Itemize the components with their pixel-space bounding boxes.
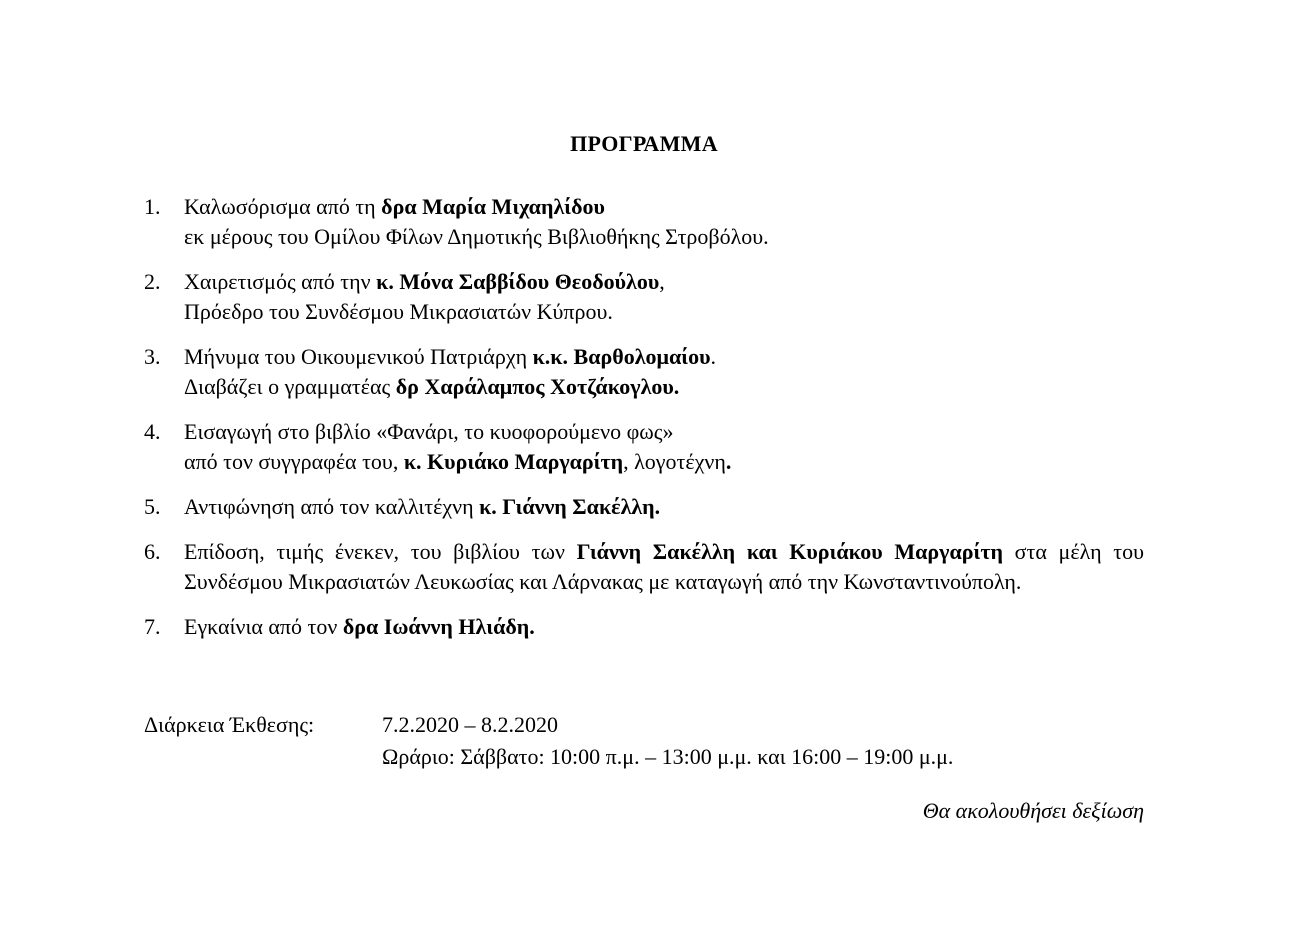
duration-dates: 7.2.2020 – 8.2.2020: [382, 712, 558, 737]
item-name: δρ Χαράλαμπος Χοτζάκογλου.: [395, 374, 680, 399]
item-line: Εισαγωγή στο βιβλίο «Φανάρι, το κυοφορούμενο φως»: [184, 419, 674, 444]
item-line: [184, 267, 1144, 297]
list-item: [144, 492, 1144, 522]
item-text: Εγκαίνια από τον: [184, 614, 343, 639]
list-item: [144, 267, 1144, 327]
item-paragraph: [184, 537, 1144, 597]
item-number: 7.: [144, 614, 161, 639]
opening-hours: Ωράριο: Σάββατο: 10:00 π.μ. – 13:00 μ.μ. και 16:00 – 19:00 μ.μ.: [382, 744, 954, 769]
item-number: 4.: [144, 419, 161, 444]
item-text: Επίδοση, τιμής ένεκεν, του βιβλίου των: [184, 539, 577, 564]
item-line: [184, 192, 1144, 222]
item-number: 5.: [144, 494, 161, 519]
item-text: Αντιφώνηση από τον καλλιτέχνη: [184, 494, 480, 519]
item-line: εκ μέρους του Ομίλου Φίλων Δημοτικής Βιβλιοθήκης Στροβόλου.: [184, 224, 769, 249]
reception-note: Θα ακολουθήσει δεξίωση: [922, 798, 1144, 823]
item-name: δρα Ιωάννη Ηλιάδη.: [342, 614, 535, 639]
item-text: από τον συγγραφέα του,: [184, 449, 404, 474]
duration-label: Διάρκεια Έκθεσης:: [144, 712, 315, 737]
list-item: [144, 537, 1144, 597]
item-line: Πρόεδρο του Συνδέσμου Μικρασιατών Κύπρου.: [184, 299, 613, 324]
item-name: δρα Μαρία Μιχαηλίδου: [381, 194, 605, 219]
list-item: [144, 342, 1144, 402]
item-text: , λογοτέχνη: [623, 449, 726, 474]
item-text: ,: [659, 269, 665, 294]
item-name: κ. Κυριάκο Μαργαρίτη: [403, 449, 624, 474]
item-text: .: [710, 344, 717, 369]
item-text: Μήνυμα του Οικουμενικού Πατριάρχη: [184, 344, 533, 369]
item-text: .: [725, 449, 732, 474]
item-text: Καλωσόρισμα από τη: [184, 194, 382, 219]
item-name: Γιάννη Σακέλλη και Κυριάκου Μαργαρίτη: [576, 539, 1003, 564]
list-item: [144, 612, 1144, 642]
item-name: κ. Γιάννη Σακέλλη.: [479, 494, 661, 519]
item-line: [184, 372, 1144, 402]
item-line: [184, 342, 1144, 372]
programme-list: [144, 192, 1144, 657]
item-name: κ. Μόνα Σαββίδου Θεοδούλου: [376, 269, 660, 294]
item-text: Χαιρετισμός από την: [184, 269, 377, 294]
item-line: [184, 492, 1144, 522]
item-text: στα μέλη του Συνδέσμου Μικρασιατών Λευκωσίας και Λάρνακας με καταγωγή από την Κωνσταντινούπολη.: [184, 539, 1144, 594]
item-line: [184, 612, 1144, 642]
item-number: 3.: [144, 344, 161, 369]
item-name: κ.κ. Βαρθολομαίου: [532, 344, 711, 369]
item-number: 1.: [144, 194, 161, 219]
item-line: [184, 447, 1144, 477]
item-number: 2.: [144, 269, 161, 294]
item-text: Διαβάζει ο γραμματέας: [184, 374, 396, 399]
item-number: 6.: [144, 539, 161, 564]
duration-values: [382, 709, 953, 773]
list-item: [144, 192, 1144, 252]
page-title: ΠΡΟΓΡΑΜΜΑ: [570, 131, 718, 156]
list-item: [144, 417, 1144, 477]
